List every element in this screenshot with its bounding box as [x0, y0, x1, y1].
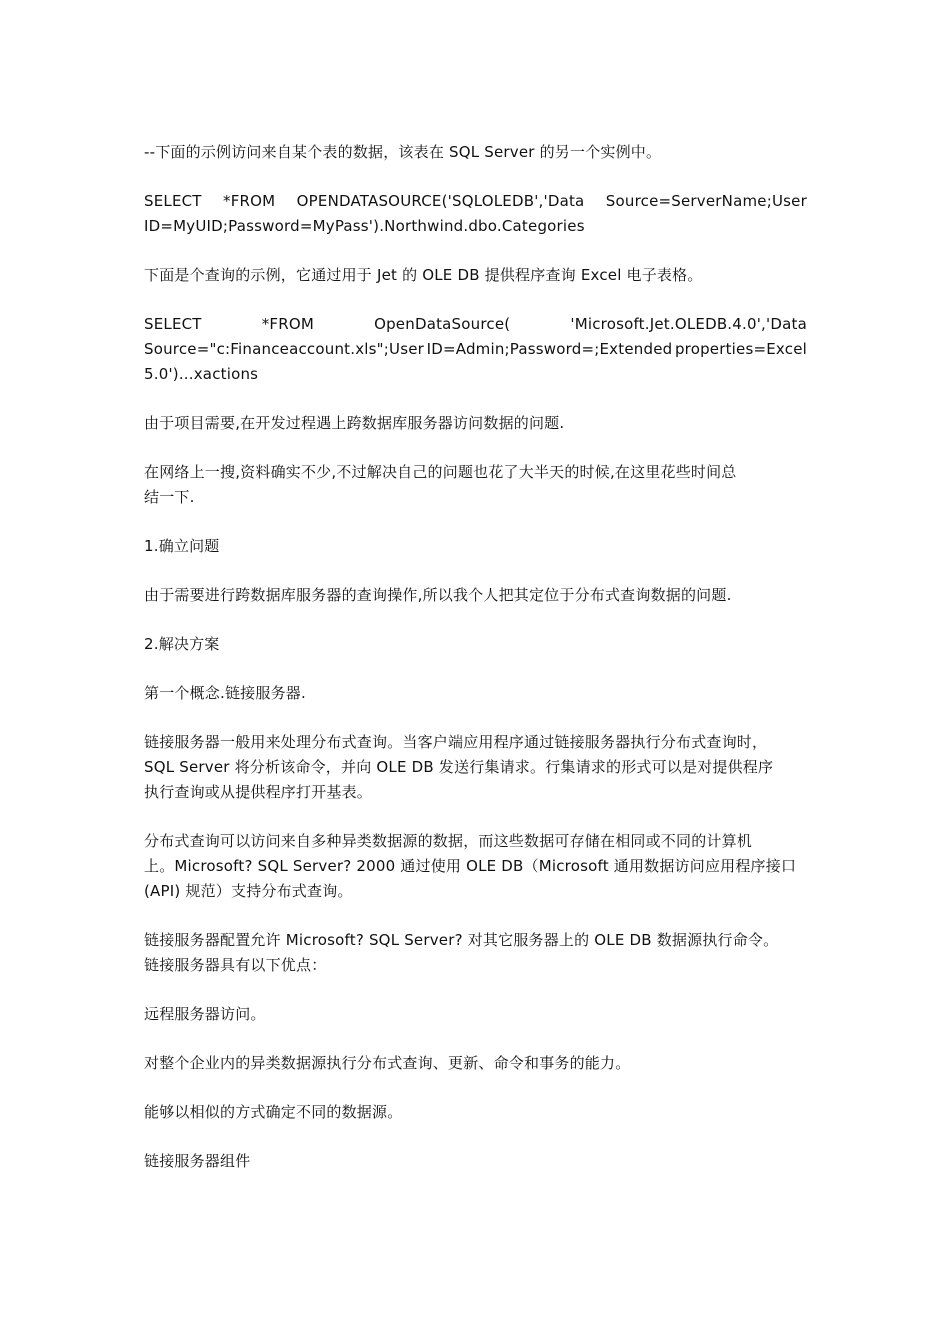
paragraph-text: 链接服务器组件 [144, 1152, 251, 1170]
paragraph-6 [144, 460, 807, 510]
paragraph-line: 上。Microsoft? SQL Server? 2000 通过使用 OLE DB（Microsoft 通用数据访问应用程序接口 [144, 857, 797, 875]
paragraph-text: 第一个概念.链接服务器. [144, 684, 306, 702]
paragraph-line: (API) 规范）支持分布式查询。 [144, 882, 353, 900]
document-body [144, 140, 807, 1198]
paragraph-text: 下面是个查询的示例，它通过用于 Jet 的 OLE DB 提供程序查询 Excel 电子表格。 [144, 266, 703, 284]
sql-token: SELECT [144, 315, 202, 333]
paragraph-12 [144, 829, 807, 904]
sql-token: 'Microsoft.Jet.OLEDB.4.0','Data [570, 315, 807, 333]
sql-token: OPENDATASOURCE('SQLOLEDB','Data [296, 192, 585, 210]
paragraph-text: 由于项目需要,在开发过程遇上跨数据库服务器访问数据的问题. [144, 414, 565, 432]
paragraph-text: 对整个企业内的异类数据源执行分布式查询、更新、命令和事务的能力。 [144, 1054, 631, 1072]
paragraph-line: 结一下. [144, 488, 195, 506]
sql-token: *FROM [261, 315, 315, 333]
sql-line-1 [144, 189, 807, 214]
paragraph-text: 远程服务器访问。 [144, 1005, 266, 1023]
sql-token: OpenDataSource( [374, 315, 511, 333]
paragraph-16 [144, 1100, 807, 1125]
sql-line-2 [144, 337, 807, 362]
sql-token: Source=ServerName;User [605, 192, 807, 210]
paragraph-17 [144, 1149, 807, 1174]
paragraph-text: 由于需要进行跨数据库服务器的查询操作,所以我个人把其定位于分布式查询数据的问题. [144, 586, 732, 604]
sql-token: Source="c:Financeaccount.xls";User [144, 340, 425, 358]
paragraph-line: 分布式查询可以访问来自多种异类数据源的数据，而这些数据可存储在相同或不同的计算机 [144, 832, 753, 850]
sql-token: SELECT [144, 192, 202, 210]
paragraph-15 [144, 1051, 807, 1076]
heading-text: 1.确立问题 [144, 537, 220, 555]
paragraph-13 [144, 928, 807, 978]
paragraph-text: --下面的示例访问来自某个表的数据，该表在 SQL Server 的另一个实例中。 [144, 143, 662, 161]
sql-line-2: ID=MyUID;Password=MyPass').Northwind.dbo.Categories [144, 217, 585, 235]
paragraph-4-sql-query [144, 312, 807, 387]
paragraph-8 [144, 583, 807, 608]
paragraph-line: SQL Server 将分析该命令，并向 OLE DB 发送行集请求。行集请求的形式可以是对提供程序 [144, 758, 774, 776]
paragraph-3 [144, 263, 807, 288]
paragraph-10 [144, 681, 807, 706]
sql-line-1 [144, 312, 807, 337]
sql-token: properties=Excel [674, 340, 807, 358]
heading-text: 2.解决方案 [144, 635, 220, 653]
paragraph-text: 能够以相似的方式确定不同的数据源。 [144, 1103, 403, 1121]
sql-token: *FROM [223, 192, 276, 210]
section-heading-1 [144, 534, 807, 559]
sql-line-3: 5.0')...xactions [144, 365, 259, 383]
paragraph-line: 执行查询或从提供程序打开基表。 [144, 783, 373, 801]
paragraph-line: 在网络上一搜,资料确实不少,不过解决自己的问题也花了大半天的时候,在这里花些时间总 [144, 463, 737, 481]
paragraph-2-sql-query [144, 189, 807, 239]
section-heading-2 [144, 632, 807, 657]
sql-token: ID=Admin;Password=;Extended [426, 340, 673, 358]
paragraph-1 [144, 140, 807, 165]
paragraph-14 [144, 1002, 807, 1027]
paragraph-line: 链接服务器一般用来处理分布式查询。当客户端应用程序通过链接服务器执行分布式查询时， [144, 733, 768, 751]
paragraph-11 [144, 730, 807, 805]
paragraph-line: 链接服务器配置允许 Microsoft? SQL Server? 对其它服务器上的 OLE DB 数据源执行命令。 [144, 931, 779, 949]
paragraph-5 [144, 411, 807, 436]
paragraph-line: 链接服务器具有以下优点： [144, 956, 327, 974]
